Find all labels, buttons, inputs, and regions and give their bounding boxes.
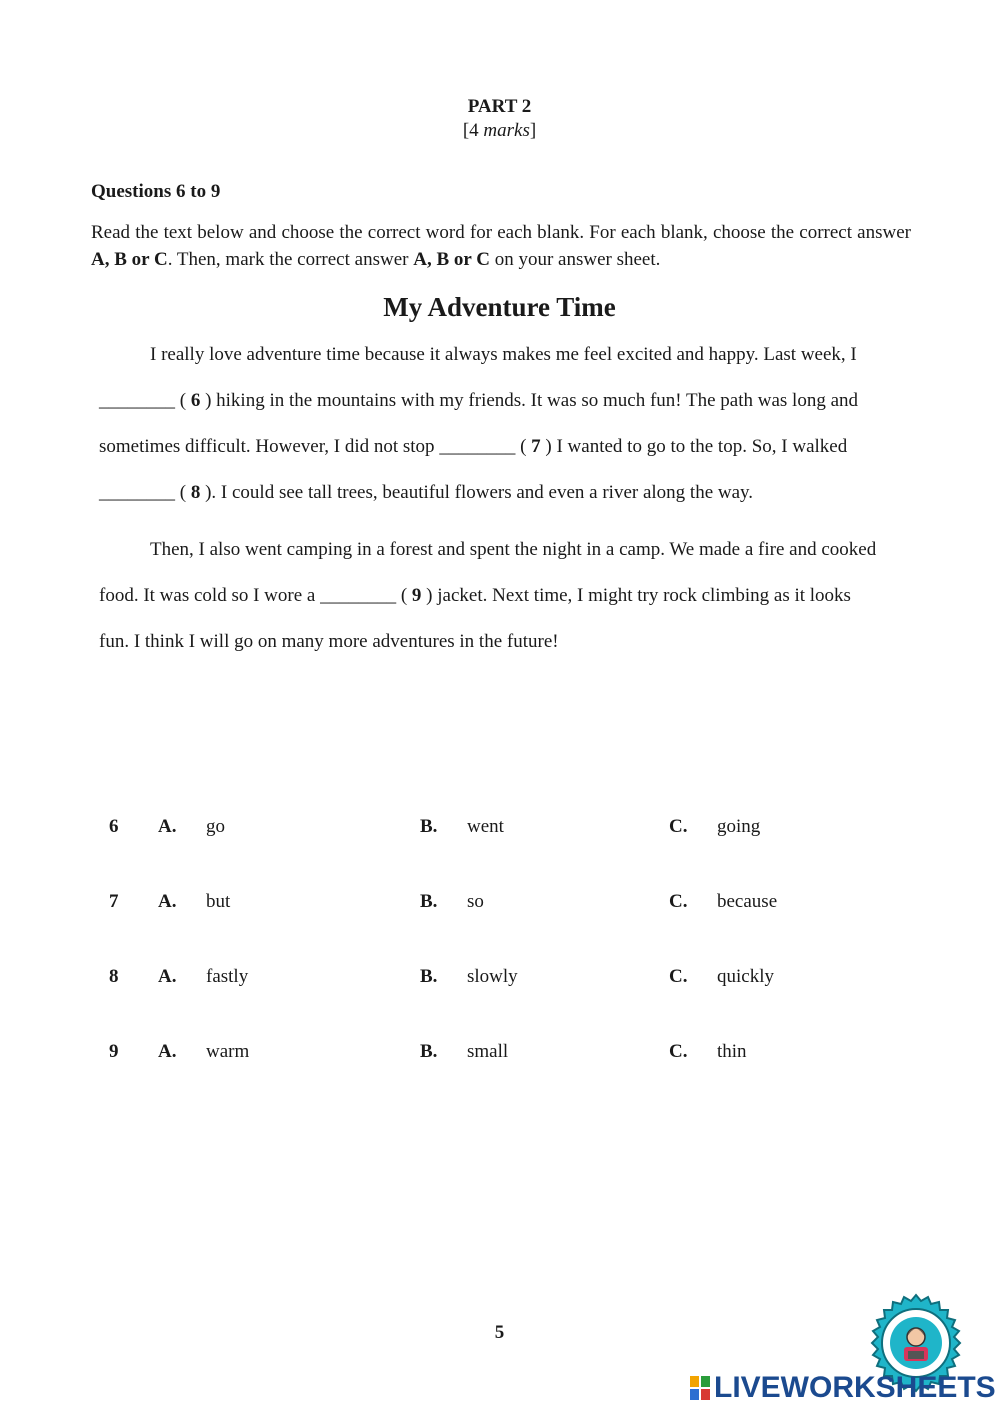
story-line-5: Then, I also went camping in a forest and spent the night in a camp. We made a fire and cooked bbox=[150, 539, 877, 560]
option-letter-a: A. bbox=[158, 966, 177, 987]
story-line-1: I really love adventure time because it always makes me feel excited and happy. Last week, I bbox=[150, 344, 857, 365]
option-number: 9 bbox=[109, 1041, 119, 1062]
option-letter-b: B. bbox=[420, 816, 438, 837]
story-line-2: ________ ( 6 ) hiking in the mountains with my friends. It was so much fun! The path was long and bbox=[99, 390, 859, 411]
story-line-4: ________ ( 8 ). I could see tall trees, beautiful flowers and even a river along the way. bbox=[99, 482, 754, 503]
option-number: 8 bbox=[109, 966, 119, 987]
option-b[interactable]: went bbox=[467, 816, 504, 837]
options-row bbox=[0, 1041, 999, 1071]
instructions: Read the text below and choose the correct word for each blank. For each blank, choose the correct answer A, B or C. Then, mark the correct answer A, B or C on your answer sheet. bbox=[91, 222, 911, 270]
story-line-7: fun. I think I will go on many more adventures in the future! bbox=[99, 631, 559, 652]
blank-9[interactable]: ________ bbox=[320, 585, 397, 606]
liveworksheets-blocks-icon bbox=[690, 1376, 710, 1400]
option-letter-a: A. bbox=[158, 891, 177, 912]
option-letter-b: B. bbox=[420, 966, 438, 987]
option-a[interactable]: fastly bbox=[206, 966, 249, 987]
option-b[interactable]: so bbox=[467, 891, 484, 912]
story-title: My Adventure Time bbox=[383, 292, 616, 322]
option-letter-a: A. bbox=[158, 816, 177, 837]
part-marks: [4 marks] bbox=[462, 120, 537, 141]
option-letter-c: C. bbox=[669, 966, 688, 987]
option-a[interactable]: go bbox=[206, 816, 225, 837]
option-number: 6 bbox=[109, 816, 119, 837]
options-row bbox=[0, 891, 999, 921]
liveworksheets-logo bbox=[690, 1371, 996, 1405]
questions-heading: Questions 6 to 9 bbox=[91, 181, 221, 202]
option-letter-b: B. bbox=[420, 891, 438, 912]
blank-6[interactable]: ________ bbox=[99, 390, 175, 411]
option-letter-b: B. bbox=[420, 1041, 438, 1062]
options-row bbox=[0, 816, 999, 846]
story-line-6: food. It was cold so I wore a ________ ( 9 ) jacket. Next time, I might try rock climbing as it looks bbox=[99, 585, 851, 606]
page-number: 5 bbox=[494, 1322, 505, 1343]
option-letter-c: C. bbox=[669, 1041, 688, 1062]
option-letter-c: C. bbox=[669, 816, 688, 837]
option-b[interactable]: slowly bbox=[467, 966, 518, 987]
blank-7[interactable]: ________ bbox=[439, 436, 516, 457]
option-a[interactable]: but bbox=[206, 891, 231, 912]
option-letter-c: C. bbox=[669, 891, 688, 912]
option-c[interactable]: thin bbox=[717, 1041, 747, 1062]
options-row bbox=[0, 966, 999, 996]
option-number: 7 bbox=[109, 891, 119, 912]
option-letter-a: A. bbox=[158, 1041, 177, 1062]
option-c[interactable]: quickly bbox=[717, 966, 774, 987]
blank-8[interactable]: ________ bbox=[99, 482, 175, 503]
option-a[interactable]: warm bbox=[206, 1041, 250, 1062]
liveworksheets-text: LIVEWORKSHEETS bbox=[714, 1371, 996, 1404]
part-title: PART 2 bbox=[467, 96, 532, 117]
option-c[interactable]: going bbox=[717, 816, 761, 837]
option-c[interactable]: because bbox=[717, 891, 778, 912]
option-b[interactable]: small bbox=[467, 1041, 509, 1062]
story-line-3: sometimes difficult. However, I did not stop ________ ( 7 ) I wanted to go to the top. So, I walked bbox=[99, 436, 848, 457]
